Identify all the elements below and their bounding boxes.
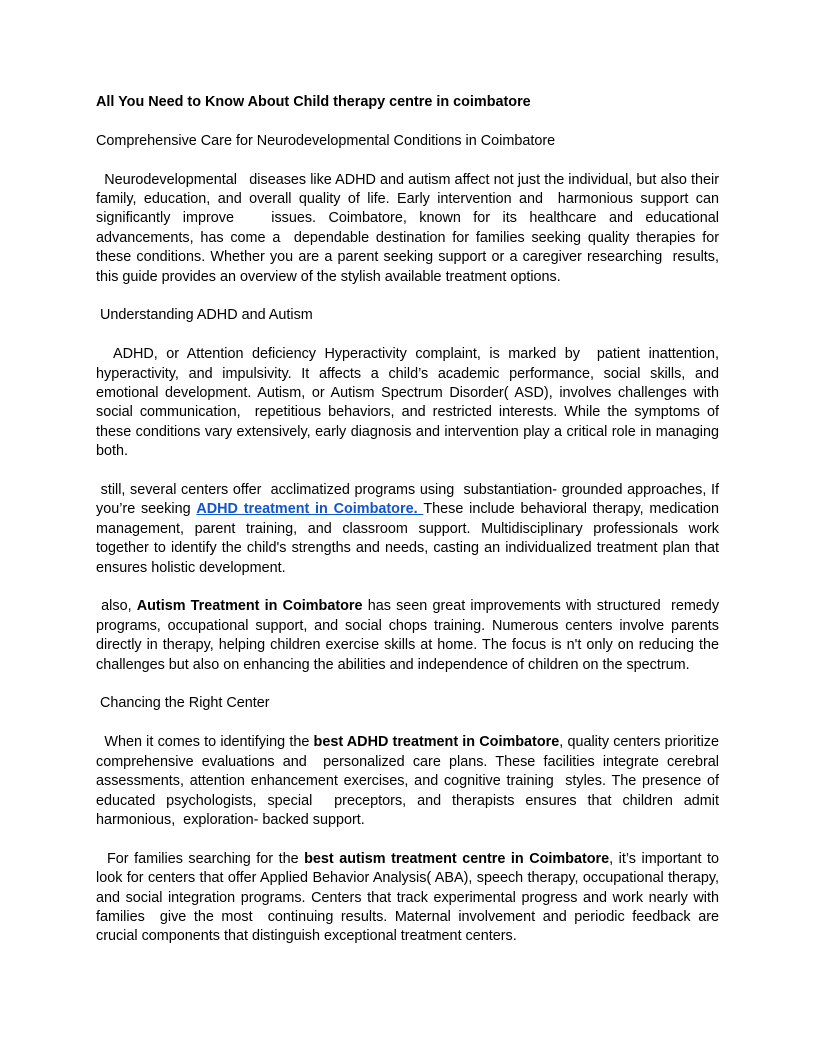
paragraph-text: For families searching for the [96, 850, 305, 867]
adhd-treatment-paragraph [96, 481, 723, 578]
document-page [96, 93, 727, 947]
paragraph-text: , it’s important to look for centers that offer Applied Behavior Analysis( ABA), speech therapy, occupational therapy, and social integration programs. Centers that track experimental progress and work nearly with families give the most continuing results. Maternal involvement and periodic feedback are crucial components that distinguish exceptional treatment centers. [96, 850, 727, 945]
document-subtitle: Comprehensive Care for Neurodevelopmental Conditions in Coimbatore [96, 132, 556, 149]
document-title: All You Need to Know About Child therapy centre in coimbatore [96, 94, 531, 110]
best-autism-paragraph [96, 850, 727, 947]
best-adhd-paragraph [96, 733, 727, 830]
bold-phrase-best-autism: best autism treatment centre in Coimbatore [304, 850, 610, 867]
adhd-autism-paragraph: ADHD, or Attention deficiency Hyperactivity complaint, is marked by patient inattention, hyperactivity, and impulsivity. It affects a child’s academic performance, social skills, and emotional development. Autism, or Autism Spectrum Disorder( ASD), involves challenges with social communication, repetitious behaviors, and restricted interests. While the symptoms of these conditions vary extensively, early diagnosis and intervention play a critical role in managing both. [96, 346, 723, 460]
autism-treatment-paragraph [96, 597, 724, 675]
paragraph-text: still, several centers offer acclimatized programs using substantiation- grounded approaches, If you’re seeking [96, 482, 723, 518]
paragraph-text: has seen great improvements with structured remedy programs, occupational support, and social chops training. Numerous centers involve parents directly in therapy, helping children exercise skills at home. The focus is n't only on reducing the challenges but also on enhancing the abilities and independence of children on the spectrum. [96, 598, 724, 673]
paragraph-text: also, [96, 598, 137, 615]
paragraph-text: These include behavioral therapy, medication management, parent training, and classroom support. Multidisciplinary professionals work together to identify the child's strengths and needs, casting an individualized treatment plan that ensures holistic development. [96, 501, 723, 576]
bold-phrase-autism-treatment: Autism Treatment in Coimbatore [136, 598, 363, 615]
bold-phrase-best-adhd: best ADHD treatment in Coimbatore [313, 734, 560, 751]
paragraph-text: , quality centers prioritize comprehensive evaluations and personalized care plans. These facilities integrate cerebral assessments, attention enhancement exercises, and cognitive training styles. The presence of educated psychologists, special preceptors, and therapists ensures that children admit harmonious, exploration- backed support. [96, 734, 727, 828]
adhd-treatment-link[interactable]: ADHD treatment in Coimbatore. [196, 501, 424, 518]
intro-paragraph: Neurodevelopmental diseases like ADHD and autism affect not just the individual, but also their family, education, and overall quality of life. Early intervention and harmonious support can significantly improve issues. Coimbatore, known for its healthcare and educational advancements, has come a dependable destination for families seeking quality therapies for these conditions. Whether you are a parent seeking support or a caregiver researching results, this guide provides an overview of the stylish available treatment options. [96, 171, 723, 285]
section-heading-right-center: Chancing the Right Center [96, 695, 270, 712]
paragraph-text: When it comes to identifying the [96, 734, 314, 751]
section-heading-understanding: Understanding ADHD and Autism [96, 307, 313, 324]
